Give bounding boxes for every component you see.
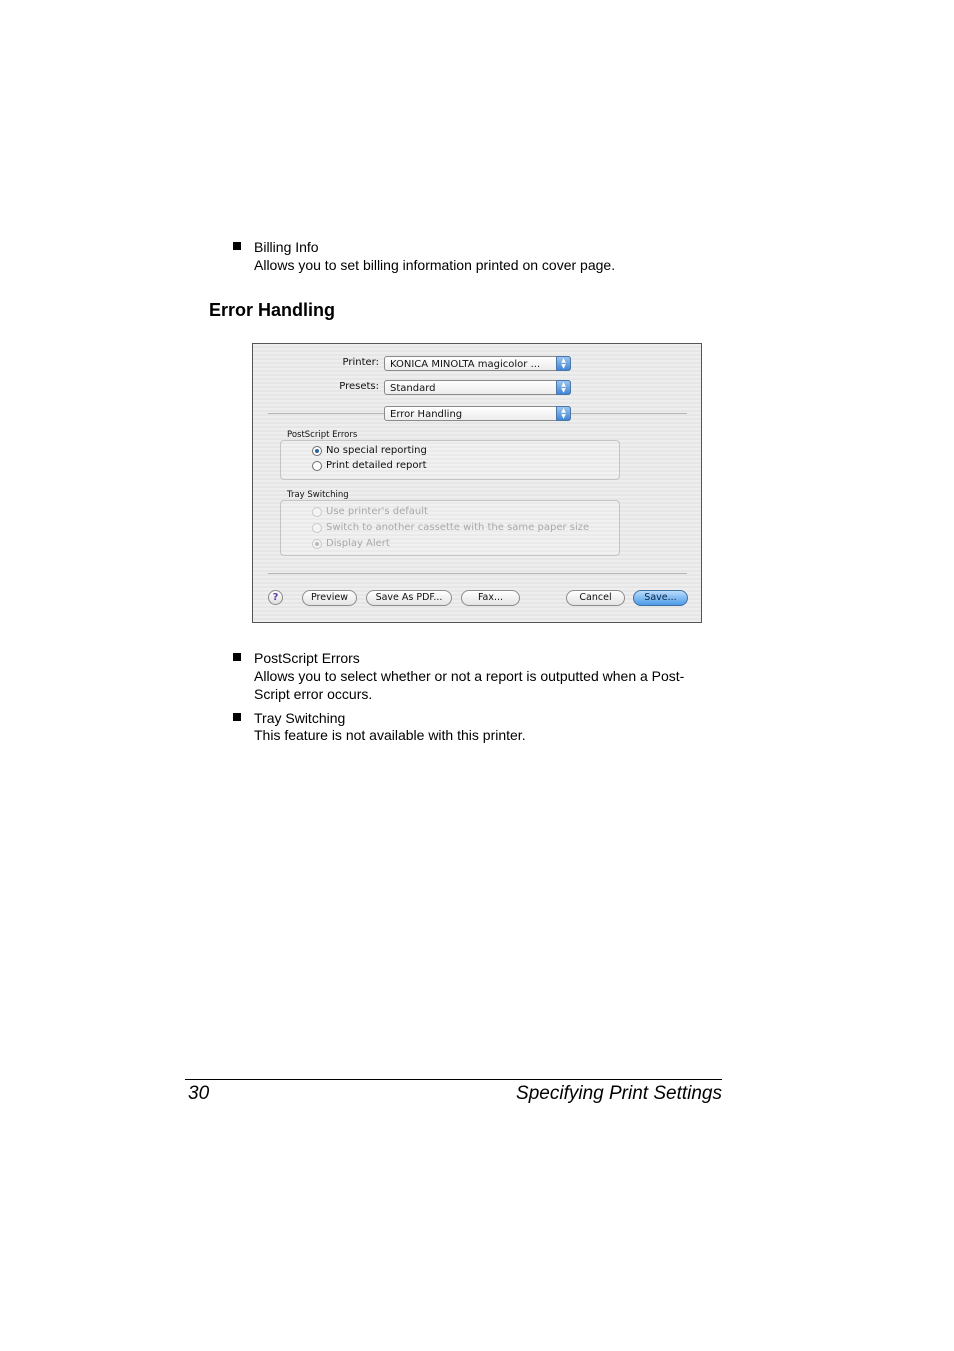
billing-info-title: Billing Info: [254, 239, 319, 255]
panel-separator-right: [571, 413, 687, 414]
tray-switching-bullet-title: Tray Switching: [254, 710, 346, 726]
display-alert-label: Display Alert: [326, 538, 390, 549]
postscript-errors-bullet-desc-1: Allows you to select whether or not a report is outputted when a Post-: [254, 668, 685, 684]
printer-popup[interactable]: [384, 356, 571, 371]
print-detailed-report-label: Print detailed report: [326, 460, 427, 471]
bullet-mark: [233, 242, 241, 250]
popup-arrows-icon: ▲ ▼: [556, 356, 571, 371]
use-printers-default-label: Use printer's default: [326, 506, 428, 517]
tray-switching-title: Tray Switching: [287, 490, 349, 500]
preview-button[interactable]: Preview: [302, 590, 357, 606]
footer-rule: [185, 1079, 722, 1080]
tray-switching-bullet-desc: This feature is not available with this printer.: [254, 727, 526, 743]
postscript-errors-bullet-title: PostScript Errors: [254, 650, 360, 666]
fax-button[interactable]: Fax...: [461, 590, 520, 606]
printer-label: Printer:: [342, 357, 379, 368]
presets-popup-value: Standard: [390, 383, 436, 394]
radio-no-special-reporting[interactable]: [312, 446, 322, 456]
popup-arrows-icon: ▲ ▼: [556, 406, 571, 421]
cancel-button[interactable]: Cancel: [566, 590, 625, 606]
save-button[interactable]: Save...: [633, 590, 688, 606]
print-dialog: [252, 343, 702, 623]
page-number: 30: [188, 1083, 210, 1104]
bullet-mark: [233, 653, 241, 661]
presets-popup[interactable]: [384, 380, 571, 395]
section-heading: Error Handling: [209, 300, 336, 320]
chapter-title: Specifying Print Settings: [516, 1083, 722, 1104]
panel-popup-value: Error Handling: [390, 409, 463, 420]
printer-popup-value: KONICA MINOLTA magicolor ...: [390, 359, 541, 370]
panel-separator-left: [268, 413, 384, 414]
popup-arrows-icon: ▲ ▼: [556, 380, 571, 395]
no-special-reporting-label: No special reporting: [326, 445, 427, 456]
radio-print-detailed-report[interactable]: [312, 461, 322, 471]
switch-cassette-label: Switch to another cassette with the same paper size: [326, 522, 590, 533]
radio-switch-cassette[interactable]: [312, 523, 322, 533]
save-as-pdf-button[interactable]: Save As PDF...: [366, 590, 452, 606]
radio-use-printers-default[interactable]: [312, 507, 322, 517]
billing-info-desc: Allows you to set billing information printed on cover page.: [254, 257, 616, 273]
postscript-errors-bullet-desc-2: Script error occurs.: [254, 686, 373, 702]
presets-label: Presets:: [339, 381, 379, 392]
postscript-errors-title: PostScript Errors: [287, 430, 358, 440]
panel-popup[interactable]: [384, 406, 571, 421]
radio-display-alert[interactable]: [312, 539, 322, 549]
bullet-mark: [233, 713, 241, 721]
bottom-separator: [268, 573, 687, 574]
help-icon[interactable]: ?: [268, 590, 283, 605]
